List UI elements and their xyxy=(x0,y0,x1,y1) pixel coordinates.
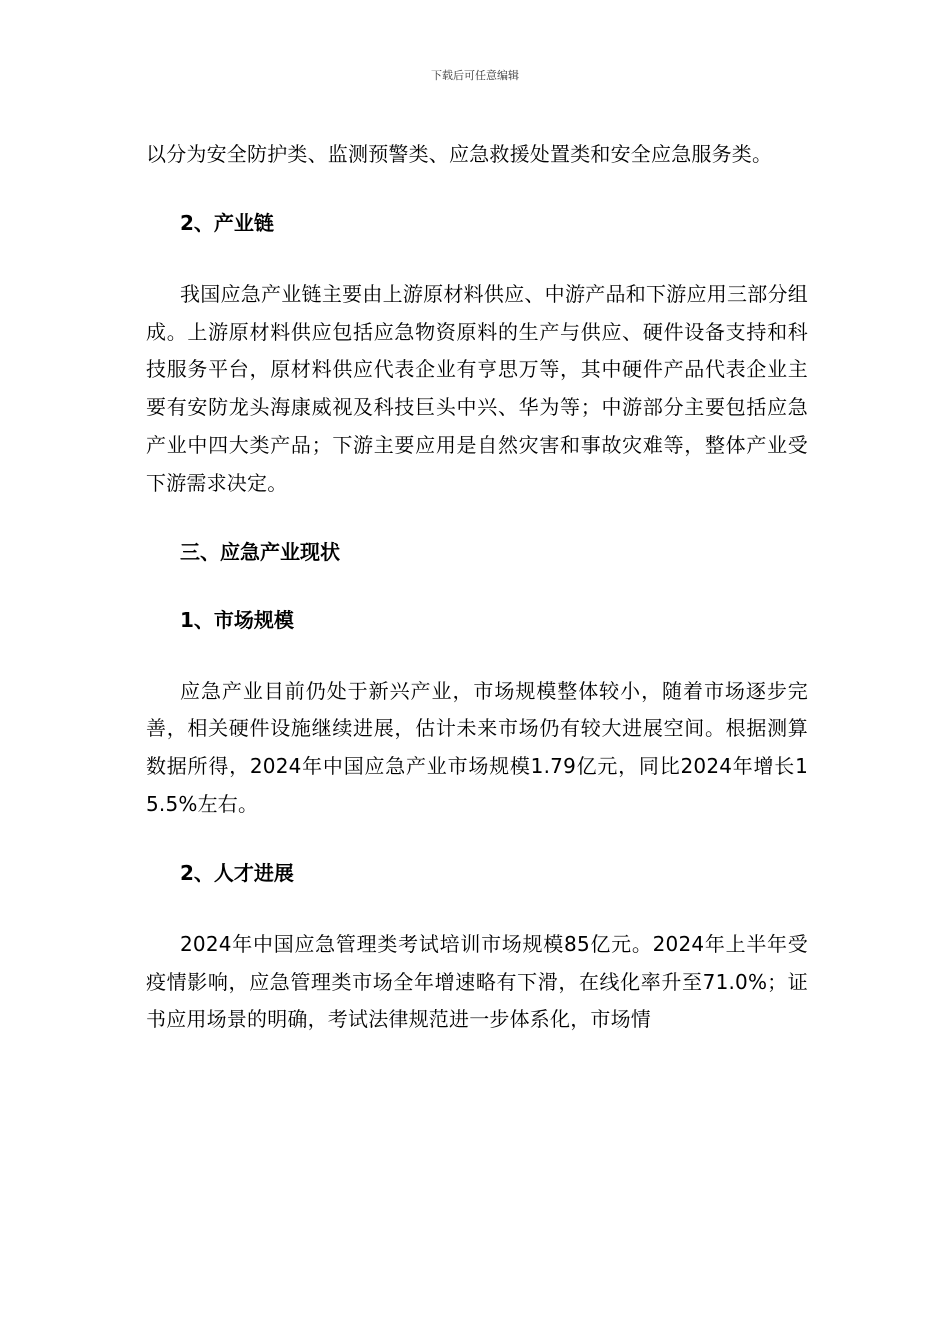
paragraph-categories: 以分为安全防护类、监测预警类、应急救援处置类和安全应急服务类。 xyxy=(146,142,773,166)
heading-industry-chain: 2、产业链 xyxy=(180,210,274,235)
heading-talent-development: 2、人才进展 xyxy=(180,860,294,885)
document-body xyxy=(146,136,808,1039)
paragraph-industry-chain: 我国应急产业链主要由上游原材料供应、中游产品和下游应用三部分组成。上游原材料供应包括应急物资原料的生产与供应、硬件设备支持和科技服务平台，原材料供应代表企业有亨思万等，其中硬件产品代表企业主要有安防龙头海康威视及科技巨头中兴、华为等；中游部分主要包括应急产业中四大类产品；下游主要应用是自然灾害和事故灾难等，整体产业受下游需求决定。 xyxy=(146,281,808,495)
page-header-note: 下载后可任意编辑 xyxy=(431,69,519,82)
paragraph-market-size: 应急产业目前仍处于新兴产业，市场规模整体较小，随着市场逐步完善，相关硬件设施继续进展，估计未来市场仍有较大进展空间。根据测算数据所得，2024年中国应急产业市场规模1.79亿元，同比2024年增长15.5%左右。 xyxy=(146,678,808,816)
heading-market-size: 1、市场规模 xyxy=(180,607,294,632)
spacer xyxy=(146,635,808,673)
spacer xyxy=(146,824,808,858)
spacer xyxy=(146,503,808,537)
heading-industry-status: 三、应急产业现状 xyxy=(180,539,340,564)
paragraph-talent-development: 2024年中国应急管理类考试培训市场规模85亿元。2024年上半年受疫情影响，应急管理类市场全年增速略有下滑，在线化率升至71.0%；证书应用场景的明确，考试法律规范进一步体系化，市场情 xyxy=(146,931,808,1032)
spacer xyxy=(146,238,808,276)
spacer xyxy=(146,567,808,605)
spacer xyxy=(146,888,808,926)
spacer xyxy=(146,174,808,208)
